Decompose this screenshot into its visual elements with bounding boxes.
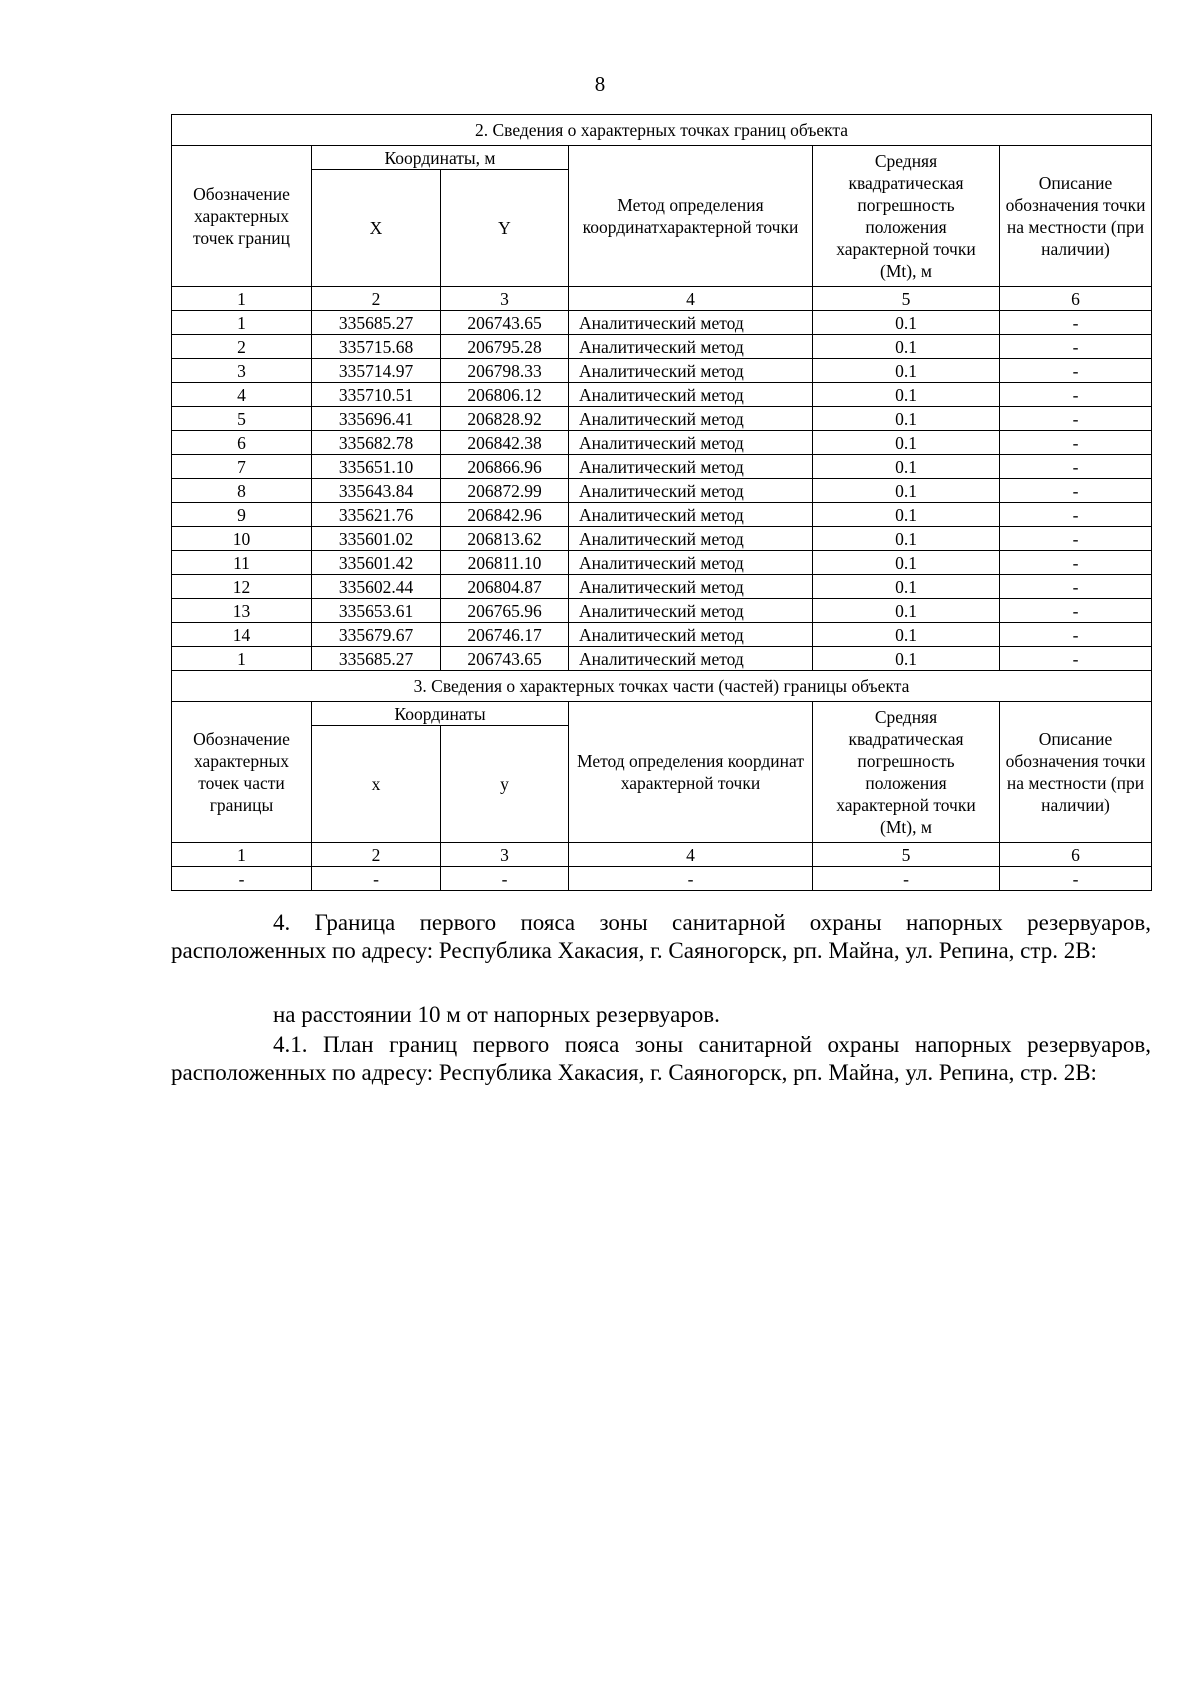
table-cell-method: Аналитический метод: [569, 383, 813, 407]
table-cell-n: 9: [172, 503, 312, 527]
table-cell-y: 206746.17: [441, 623, 569, 647]
table-cell-method: Аналитический метод: [569, 575, 813, 599]
column-number: 3: [441, 287, 569, 311]
table-cell-y: 206828.92: [441, 407, 569, 431]
table-cell-x: 335679.67: [312, 623, 441, 647]
table-cell-desc: -: [1000, 359, 1152, 383]
table-row: [172, 647, 1152, 671]
table-cell-mt: 0.1: [813, 623, 1000, 647]
column-number: 4: [569, 287, 813, 311]
table-cell-x: 335643.84: [312, 479, 441, 503]
table-cell: -: [312, 867, 441, 891]
table-cell-x: 335685.27: [312, 311, 441, 335]
table-cell: -: [569, 867, 813, 891]
column-number: 6: [1000, 287, 1152, 311]
table-cell-x: 335682.78: [312, 431, 441, 455]
table-cell-n: 6: [172, 431, 312, 455]
table-cell-x: 335715.68: [312, 335, 441, 359]
table-cell: -: [1000, 867, 1152, 891]
table-cell-desc: -: [1000, 575, 1152, 599]
table-row: [172, 383, 1152, 407]
table-cell-method: Аналитический метод: [569, 311, 813, 335]
table-cell-n: 5: [172, 407, 312, 431]
table-cell-mt: 0.1: [813, 575, 1000, 599]
table-cell-method: Аналитический метод: [569, 551, 813, 575]
table-cell-y: 206811.10: [441, 551, 569, 575]
section2-header-y: Y: [441, 170, 569, 287]
section2-title: 2. Сведения о характерных точках границ объекта: [172, 115, 1152, 146]
table-cell-n: 1: [172, 311, 312, 335]
table-cell-x: 335696.41: [312, 407, 441, 431]
section2-header-method: Метод определения координатхарактерной точки: [569, 146, 813, 287]
table-cell-n: 12: [172, 575, 312, 599]
page-number: 8: [594, 72, 606, 96]
table-cell-desc: -: [1000, 503, 1152, 527]
section3-column-numbers: [172, 843, 1152, 867]
table-cell-desc: -: [1000, 599, 1152, 623]
table-cell-x: 335621.76: [312, 503, 441, 527]
table-cell-y: 206872.99: [441, 479, 569, 503]
column-number: 4: [569, 843, 813, 867]
table-cell-x: 335602.44: [312, 575, 441, 599]
table-row: [172, 527, 1152, 551]
section3-header-x: х: [312, 726, 441, 843]
table-cell-mt: 0.1: [813, 455, 1000, 479]
table-cell-x: 335601.42: [312, 551, 441, 575]
table-cell-y: 206765.96: [441, 599, 569, 623]
table-cell-n: 10: [172, 527, 312, 551]
table-row: [172, 503, 1152, 527]
table-cell-y: 206842.38: [441, 431, 569, 455]
table-cell-mt: 0.1: [813, 599, 1000, 623]
table-row: [172, 575, 1152, 599]
table-cell-y: 206795.28: [441, 335, 569, 359]
section2-header-description: Описание обозначения точки на местности (при наличии): [1000, 146, 1152, 287]
table-cell-mt: 0.1: [813, 431, 1000, 455]
boundary-points-table: [171, 114, 1152, 891]
paragraph-distance: на расстоянии 10 м от напорных резервуаров.: [273, 1002, 720, 1027]
section3-header-coordinates: Координаты: [312, 702, 569, 726]
column-number: 6: [1000, 843, 1152, 867]
column-number: 5: [813, 287, 1000, 311]
table-cell-x: 335653.61: [312, 599, 441, 623]
table-cell-y: 206804.87: [441, 575, 569, 599]
table-cell-desc: -: [1000, 479, 1152, 503]
table-cell-mt: 0.1: [813, 383, 1000, 407]
table-cell-n: 13: [172, 599, 312, 623]
table-cell-mt: 0.1: [813, 479, 1000, 503]
table-cell-desc: -: [1000, 647, 1152, 671]
table-cell-x: 335714.97: [312, 359, 441, 383]
table-cell: -: [813, 867, 1000, 891]
table-cell-mt: 0.1: [813, 647, 1000, 671]
table-row: [172, 551, 1152, 575]
paragraph-boundary-description: 4. Граница первого пояса зоны санитарной охраны напорных резервуаров, расположенных по адресу: Республика Хакасия, г. Саяногорск, рп. Майна, ул. Репина, стр. 2В:: [171, 910, 1151, 963]
table-cell-n: 3: [172, 359, 312, 383]
table-cell-y: 206866.96: [441, 455, 569, 479]
table-cell-method: Аналитический метод: [569, 623, 813, 647]
table-cell-mt: 0.1: [813, 551, 1000, 575]
table-cell-method: Аналитический метод: [569, 335, 813, 359]
table-cell-desc: -: [1000, 335, 1152, 359]
table-cell-method: Аналитический метод: [569, 503, 813, 527]
section3-title: 3. Сведения о характерных точках части (частей) границы объекта: [172, 671, 1152, 702]
table-cell-mt: 0.1: [813, 407, 1000, 431]
table-cell-y: 206806.12: [441, 383, 569, 407]
table-cell-method: Аналитический метод: [569, 479, 813, 503]
section3-empty-row: [172, 867, 1152, 891]
column-number: 5: [813, 843, 1000, 867]
paragraph-plan-heading: 4.1. План границ первого пояса зоны санитарной охраны напорных резервуаров, расположенных по адресу: Республика Хакасия, г. Саяногорск, рп. Майна, ул. Репина, стр. 2В:: [171, 1032, 1151, 1085]
table-cell-mt: 0.1: [813, 527, 1000, 551]
table-row: [172, 407, 1152, 431]
table-cell-desc: -: [1000, 407, 1152, 431]
section3-header-designation: Обозначение характерных точек части границы: [172, 702, 312, 843]
table-cell-n: 11: [172, 551, 312, 575]
table-cell-method: Аналитический метод: [569, 647, 813, 671]
table-cell-mt: 0.1: [813, 503, 1000, 527]
table-row: [172, 455, 1152, 479]
table-cell-n: 8: [172, 479, 312, 503]
section3-header-description: Описание обозначения точки на местности (при наличии): [1000, 702, 1152, 843]
table-cell-x: 335651.10: [312, 455, 441, 479]
table-cell-y: 206743.65: [441, 311, 569, 335]
table-cell-desc: -: [1000, 311, 1152, 335]
section3-header-method: Метод определения координат характерной точки: [569, 702, 813, 843]
table-row: [172, 599, 1152, 623]
table-cell-desc: -: [1000, 551, 1152, 575]
section2-column-numbers: [172, 287, 1152, 311]
table-cell-n: 1: [172, 647, 312, 671]
section2-header-coordinates: Координаты, м: [312, 146, 569, 170]
column-number: 2: [312, 843, 441, 867]
column-number: 1: [172, 287, 312, 311]
section2-header-error: Средняя квадратическая погрешность положения характерной точки (Mt), м: [813, 146, 1000, 287]
table-cell-x: 335710.51: [312, 383, 441, 407]
table-cell-mt: 0.1: [813, 335, 1000, 359]
table-cell-method: Аналитический метод: [569, 599, 813, 623]
table-cell-method: Аналитический метод: [569, 407, 813, 431]
table-cell-n: 4: [172, 383, 312, 407]
column-number: 3: [441, 843, 569, 867]
table-row: [172, 359, 1152, 383]
table-cell-y: 206798.33: [441, 359, 569, 383]
table-cell-desc: -: [1000, 431, 1152, 455]
table-cell-y: 206743.65: [441, 647, 569, 671]
table-row: [172, 311, 1152, 335]
table-cell: -: [172, 867, 312, 891]
table-cell-y: 206842.96: [441, 503, 569, 527]
table-cell-n: 7: [172, 455, 312, 479]
table-cell-y: 206813.62: [441, 527, 569, 551]
table-cell-method: Аналитический метод: [569, 359, 813, 383]
table-cell-method: Аналитический метод: [569, 431, 813, 455]
table-row: [172, 431, 1152, 455]
table-cell-x: 335685.27: [312, 647, 441, 671]
column-number: 2: [312, 287, 441, 311]
table-cell: -: [441, 867, 569, 891]
table-cell-desc: -: [1000, 383, 1152, 407]
table-cell-desc: -: [1000, 527, 1152, 551]
table-cell-method: Аналитический метод: [569, 455, 813, 479]
table-cell-desc: -: [1000, 623, 1152, 647]
table-cell-x: 335601.02: [312, 527, 441, 551]
section3-header-error: Средняя квадратическая погрешность положения характерной точки (Mt), м: [813, 702, 1000, 843]
table-row: [172, 335, 1152, 359]
table-cell-mt: 0.1: [813, 311, 1000, 335]
column-number: 1: [172, 843, 312, 867]
table-cell-mt: 0.1: [813, 359, 1000, 383]
table-cell-method: Аналитический метод: [569, 527, 813, 551]
table-row: [172, 623, 1152, 647]
section2-header-x: X: [312, 170, 441, 287]
section2-header-designation: Обозначение характерных точек границ: [172, 146, 312, 287]
table-cell-n: 14: [172, 623, 312, 647]
table-cell-desc: -: [1000, 455, 1152, 479]
table-row: [172, 479, 1152, 503]
section3-header-y: у: [441, 726, 569, 843]
table-cell-n: 2: [172, 335, 312, 359]
